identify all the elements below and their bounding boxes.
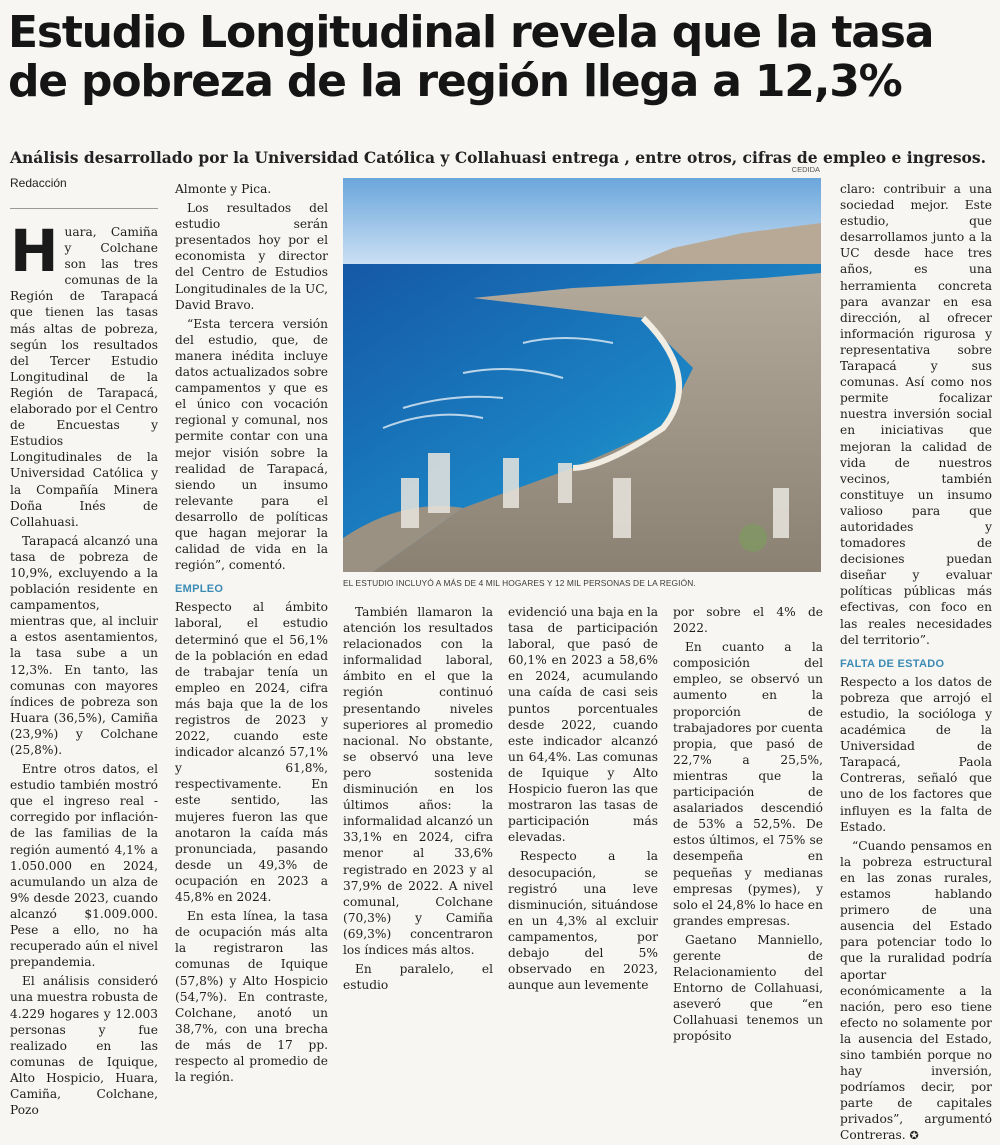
paragraph: Almonte y Pica. — [175, 182, 272, 196]
paragraph: “Esta tercera versión del estudio, que, de manera inédita incluye datos actualizados sobre campamentos y que es el único con vocación regional y comunal, nos permite contar con una mejor visión sobre la realidad de Tarapacá, siendo un insumo relevante para el desarrollo de políticas que hagan mejorar la calidad de vida en la región”, comentó. — [175, 316, 328, 573]
paragraph: En cuanto a la composición del empleo, se observó un aumento en la proporción de trabajadores por cuenta propia, que pasó de 22,7% a 25,5%, mientras que la participación de asalariados descendió de 53% a 52,5%. De estos últimos, el 75% se desempeña en pequeñas y medianas empresas (pymes), y solo el 24,8% lo hace en grandes empresas. — [673, 640, 823, 928]
section-heading-falta-de-estado: FALTA DE ESTADO — [840, 657, 945, 670]
lead-paragraph — [10, 217, 158, 530]
photo-caption: EL ESTUDIO INCLUYÓ A MÁS DE 4 MIL HOGARES Y 12 MIL PERSONAS DE LA REGIÓN. — [343, 578, 696, 588]
lead-paragraph-text: uara, Camiña y Colchane son las tres comunas de la Región de Tarapacá que tienen las tasas más altas de pobreza, según los resultados del Tercer Estudio Longitudinal de la Región de Tarapacá, elaborado por el Centro de Encuestas y Estudios Longitudinales de la Universidad Católica y la Compañía Minera Doña Inés de Collahuasi. — [10, 225, 158, 529]
headline: Estudio Longitudinal revela que la tasa de pobreza de la región llega a 12,3% — [8, 7, 934, 107]
article-column-3 — [343, 604, 493, 993]
paragraph: Respecto al ámbito laboral, el estudio determinó que el 56,1% de la población en edad de trabajar tenía un empleo en 2024, cifra más baja que la de los registros de 2023 y 2022, cuando este indicador alcanzó 57,1% y 61,8%, respectivamente. En este sentido, las mujeres fueron las que anotaron la caída más pronunciada, pasando desde un 49,3% de ocupación en 2023 a 45,8% en 2024. — [175, 600, 328, 905]
article-column-1 — [10, 217, 158, 1118]
paragraph: El análisis consideró una muestra robusta de 4.229 hogares y 12.003 personas y fue realizado en las comunas de Iquique, Alto Hospicio, Huara, Camiña, Colchane, Pozo — [10, 974, 158, 1118]
article-column-2 — [175, 181, 328, 1085]
paragraph: Respecto a los datos de pobreza que arrojó el estudio, la socióloga y académica de la Universidad de Tarapacá, Paola Contreras, señaló que uno de los factores que influyen es la falta de Estado. — [840, 674, 992, 834]
paragraph: evidenció una baja en la tasa de participación laboral, que pasó de 60,1% en 2023 a 58,6% en 2024, acumulando una caída de casi seis puntos porcentuales desde 2022, cuando este indicador alcanzó un 64,4%. Las comunas de Iquique y Alto Hospicio fueron las que mostraron las tasas de participación más elevadas. — [508, 605, 658, 845]
paragraph: Gaetano Manniello, gerente de Relacionamiento del Entorno de Collahuasi, aseveró que “en Collahuasi tenemos un propósito — [673, 932, 823, 1044]
aerial-city-photo — [343, 178, 821, 572]
aerial-city-illustration — [343, 178, 821, 572]
paragraph: En paralelo, el estudio — [343, 962, 493, 993]
article-column-6 — [840, 181, 992, 1143]
end-mark-icon: ✪ — [909, 1129, 919, 1143]
article-column-4 — [508, 604, 658, 993]
byline: Redacción — [10, 176, 67, 190]
paragraph: Entre otros datos, el estudio también mostró que el ingreso real - corregido por inflación- de las familias de la región aumentó 4,1% a 1.050.000 en 2024, acumulando un alza de 9% desde 2023, cuando alcanzó $1.009.000. Pese a ello, no ha recuperado aún el nivel prepandemia. — [10, 762, 158, 970]
paragraph: Tarapacá alcanzó una tasa de pobreza de 10,9%, excluyendo a la población residente en campamentos, mientras que, al incluir a estos asentamientos, la tasa sube a un 12,3%. En tanto, las comunas con mayores índices de pobreza son Huara (36,5%), Camiña (23,9%) y Colchane (25,8%). — [10, 533, 158, 757]
paragraph: En esta línea, la tasa de ocupación más alta la registraron las comunas de Iquique (57,8%) y Alto Hospicio (54,7%). En contraste, Colchane, anotó un 38,7%, con una brecha de más de 17 pp. respecto al promedio de la región. — [175, 909, 328, 1085]
paragraph: Respecto a la desocupación, se registró una leve disminución, situándose en un 4,3% al excluir campamentos, por debajo del 5% observado en 2023, aunque aun levemente — [508, 849, 658, 993]
photo-credit: CEDIDA — [791, 165, 820, 174]
byline-divider — [10, 208, 158, 209]
paragraph — [840, 838, 992, 1145]
quote-text: “Cuando pensamos en la pobreza estructural en las zonas rurales, estamos hablando primero de una ausencia del Estado para potenciar todo lo que la ruralidad podría aportar económicamente a la nación, pero eso tiene efecto no solamente por la ausencia del Estado, sino también porque no hay inversión, podríamos decir, por parte de capitales privados”, argumentó Contreras. — [840, 838, 992, 1143]
paragraph: También llamaron la atención los resultados relacionados con la informalidad laboral, ámbito en el que la región continuó presentando niveles superiores al promedio nacional. No obstante, se observó una leve pero sostenida disminución en los últimos años: la informalidad alcanzó un 33,1% en 2024, cifra menor al 33,6% registrado en 2023 y al 37,9% de 2022. A nivel comunal, Colchane (70,3%) y Camiña (69,3%) concentraron los índices más altos. — [343, 605, 493, 957]
subheadline: Análisis desarrollado por la Universidad Católica y Collahuasi entrega , entre otros, cifras de empleo e ingresos. — [10, 148, 987, 167]
paragraph: por sobre el 4% de 2022. — [673, 605, 823, 636]
drop-cap: H — [10, 217, 59, 285]
article-column-5 — [673, 604, 823, 1044]
paragraph: claro: contribuir a una sociedad mejor. Este estudio, que desarrollamos junto a la UC desde hace tres años, es una herramienta concreta para avanzar en esa dirección, al ofrecer información rigurosa y representativa sobre Tarapacá y sus comunas. Así como nos permite focalizar nuestra inversión social en iniciativas que mejoran la calidad de vida de nuestros vecinos, también constituye un insumo valioso para que autoridades y tomadores de decisiones puedan diseñar y evaluar políticas públicas más efectivas, con foco en las reales necesidades del territorio”. — [840, 182, 992, 647]
section-heading-empleo: EMPLEO — [175, 583, 224, 596]
paragraph: Los resultados del estudio serán presentados hoy por el economista y director del Centro de Estudios Longitudinales de la UC, David Bravo. — [175, 201, 328, 312]
